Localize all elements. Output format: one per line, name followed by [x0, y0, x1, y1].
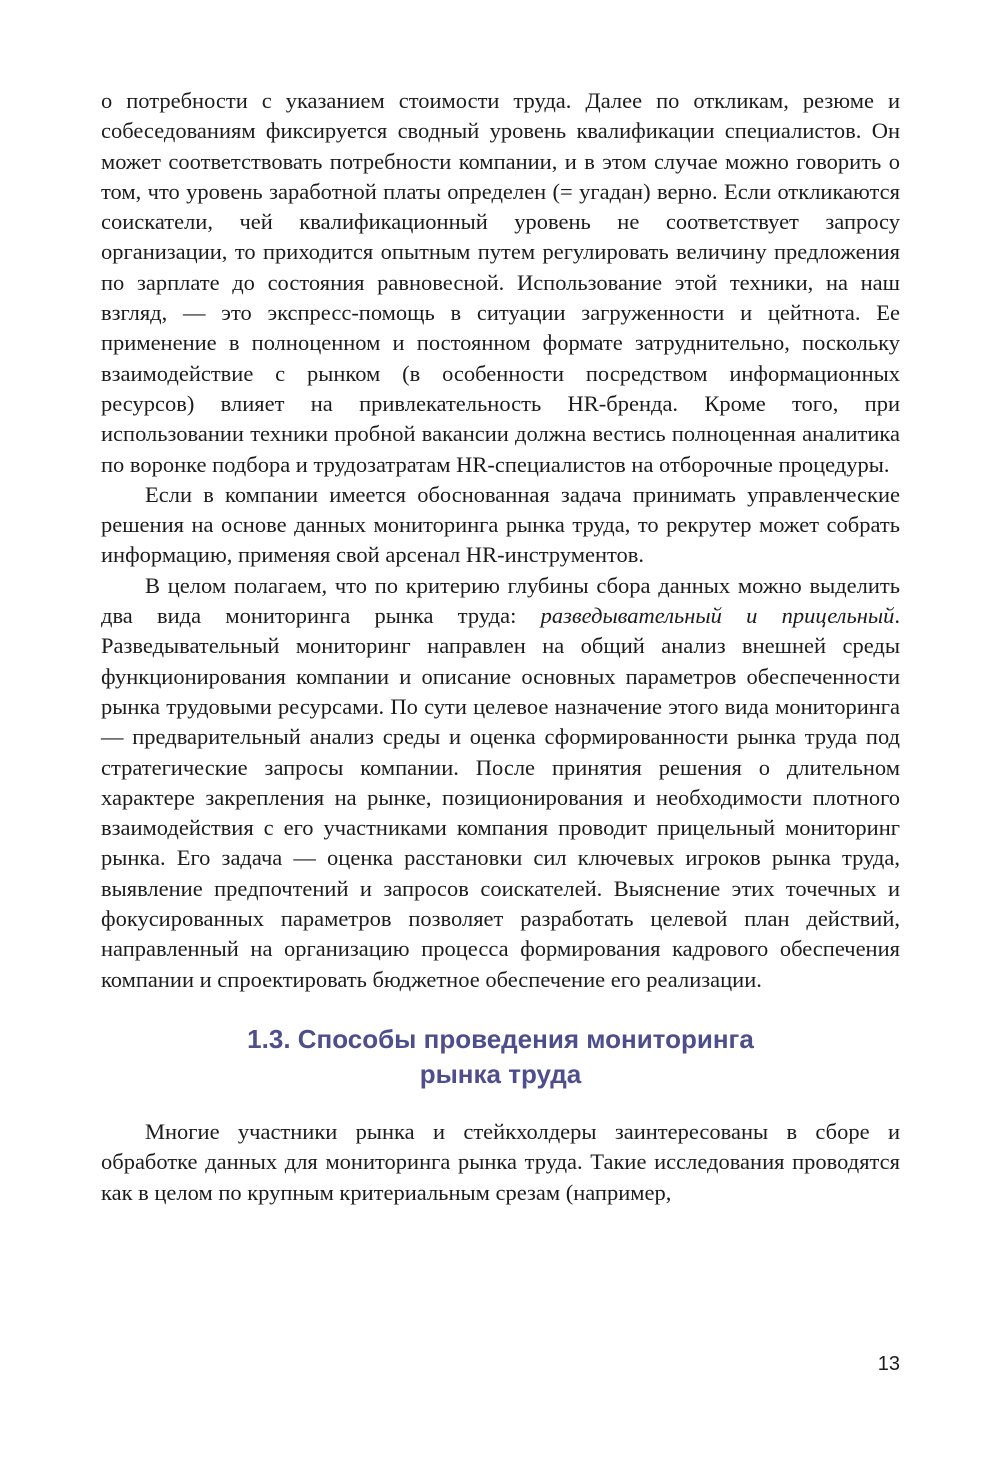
paragraph-3-italic: разведывательный и прицельный [540, 603, 895, 629]
section-heading-line-1: 1.3. Способы проведения мониторинга [247, 1023, 754, 1054]
paragraph-3-start: В целом полагаем, что по критерию глубины сбора данных можно выделить два вида мониторинга рынка труда: [101, 572, 900, 629]
paragraph-4: Многие участники рынка и стейкхолдеры заинтересованы в сборе и обработке данных для мониторинга рынка труда. Такие исследования проводятся как в целом по крупным критериальным срезам (например, [101, 1118, 900, 1205]
paragraph-3 [101, 571, 900, 995]
page-body [101, 86, 900, 1208]
paragraph-2: Если в компании имеется обоснованная задача принимать управленческие решения на основе данных мониторинга рынка труда, то рекрутер может собрать информацию, применяя свой арсенал HR-инструментов. [101, 481, 900, 568]
page-number: 13 [877, 1353, 900, 1375]
section-heading [101, 1022, 900, 1092]
section-heading-line-2: рынка труда [419, 1058, 582, 1089]
paragraph-1: о потребности с указанием стоимости труда. Далее по откликам, резюме и собеседованиям фиксируется сводный уровень квалификации специалистов. Он может соответствовать потребности компании, и в этом случае можно говорить о том, что уровень заработной платы определен (= угадан) верно. Если откликаются соискатели, чей квалификационный уровень не соответствует запросу организации, то приходится опытным путем регулировать величину предложения по зарплате до состояния равновесной. Использование этой техники, на наш взгляд, — это экспресс-помощь в ситуации загруженности и цейтнота. Ее применение в полноценном и постоянном формате затруднительно, поскольку взаимодействие с рынком (в особенности посредством информационных ресурсов) влияет на привлекательность HR-бренда. Кроме того, при использовании техники пробной вакансии должна вестись полноценная аналитика по воронке подбора и трудозатратам HR-специалистов на отборочные процедуры. [101, 88, 900, 477]
paragraph-3-end: . Разведывательный мониторинг направлен на общий анализ внешней среды функционирования компании и описание основных параметров обеспеченности рынка трудовыми ресурсами. По сути целевое назначение этого вида мониторинга — предварительный анализ среды и оценка сформированности рынка труда под стратегические запросы компании. После принятия решения о длительном характере закрепления на рынке, позиционирования и необходимости плотного взаимодействия с его участниками компания проводит прицельный мониторинг рынка. Его задача — оценка расстановки сил ключевых игроков рынка труда, выявление предпочтений и запросов соискателей. Выяснение этих точечных и фокусированных параметров позволяет разработать целевой план действий, направленный на организацию процесса формирования кадрового обеспечения компании и спроектировать бюджетное обеспечение его реализации. [101, 603, 900, 992]
